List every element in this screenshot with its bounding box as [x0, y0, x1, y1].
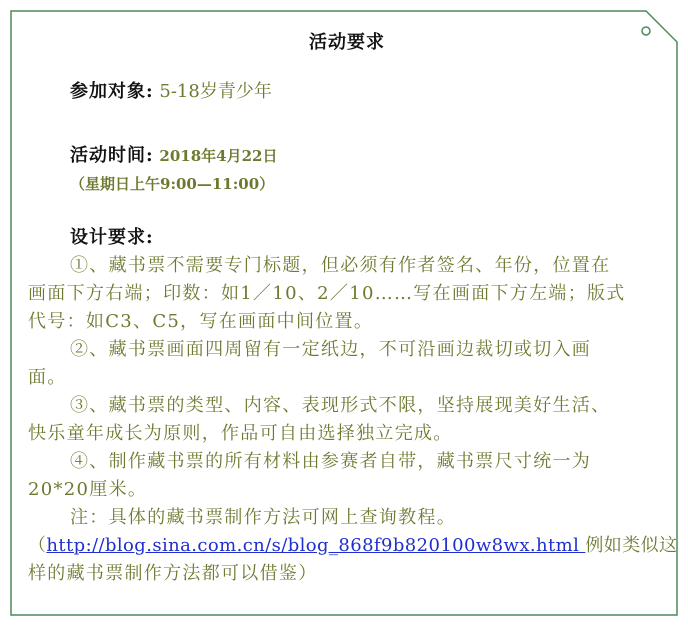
design-line: 面。 — [28, 367, 67, 388]
design-line: 快乐童年成长为原则，作品可自由选择独立完成。 — [28, 423, 453, 444]
design-line: ③、藏书票的类型、内容、表现形式不限，坚持展现美好生活、 — [70, 395, 611, 416]
link-open-paren: （ — [28, 535, 47, 556]
time-row — [70, 142, 277, 170]
tutorial-link[interactable]: http://blog.sina.com.cn/s/blog_868f9b820100w8wx.html — [46, 535, 586, 556]
link-row — [28, 532, 677, 560]
time-date: 2018年4月22日 — [159, 147, 278, 165]
design-line: 代号：如C3、C5，写在画面中间位置。 — [28, 311, 374, 332]
participants-label: 参加对象: — [70, 81, 154, 102]
design-line: ①、藏书票不需要专门标题，但必须有作者签名、年份，位置在 — [70, 255, 611, 276]
design-line: 20*20厘米。 — [28, 479, 148, 500]
time-label: 活动时间: — [70, 145, 154, 166]
time-hours: （星期日上午9:00—11:00） — [70, 175, 275, 193]
design-label: 设计要求: — [70, 227, 154, 248]
activity-requirements-card — [10, 10, 678, 616]
design-line: ②、藏书票画面四周留有一定纸边，不可沿画边裁切或切入画 — [70, 339, 592, 360]
participants-row — [70, 78, 272, 106]
design-line: 画面下方右端；印数：如1／10、2／10……写在画面下方左端；版式 — [28, 283, 626, 304]
design-line: ④、制作藏书票的所有材料由参赛者自带，藏书票尺寸统一为 — [70, 451, 592, 472]
design-label-row — [70, 224, 154, 252]
page-title: 活动要求 — [309, 32, 385, 53]
note-line: 注：具体的藏书票制作方法可网上查询教程。 — [70, 507, 456, 528]
time-hours-row — [70, 170, 274, 198]
participants-value: 5-18岁青少年 — [159, 81, 272, 102]
design-last-line: 样的藏书票制作方法都可以借鉴） — [28, 563, 318, 584]
link-after-text: 例如类似这 — [585, 535, 678, 556]
